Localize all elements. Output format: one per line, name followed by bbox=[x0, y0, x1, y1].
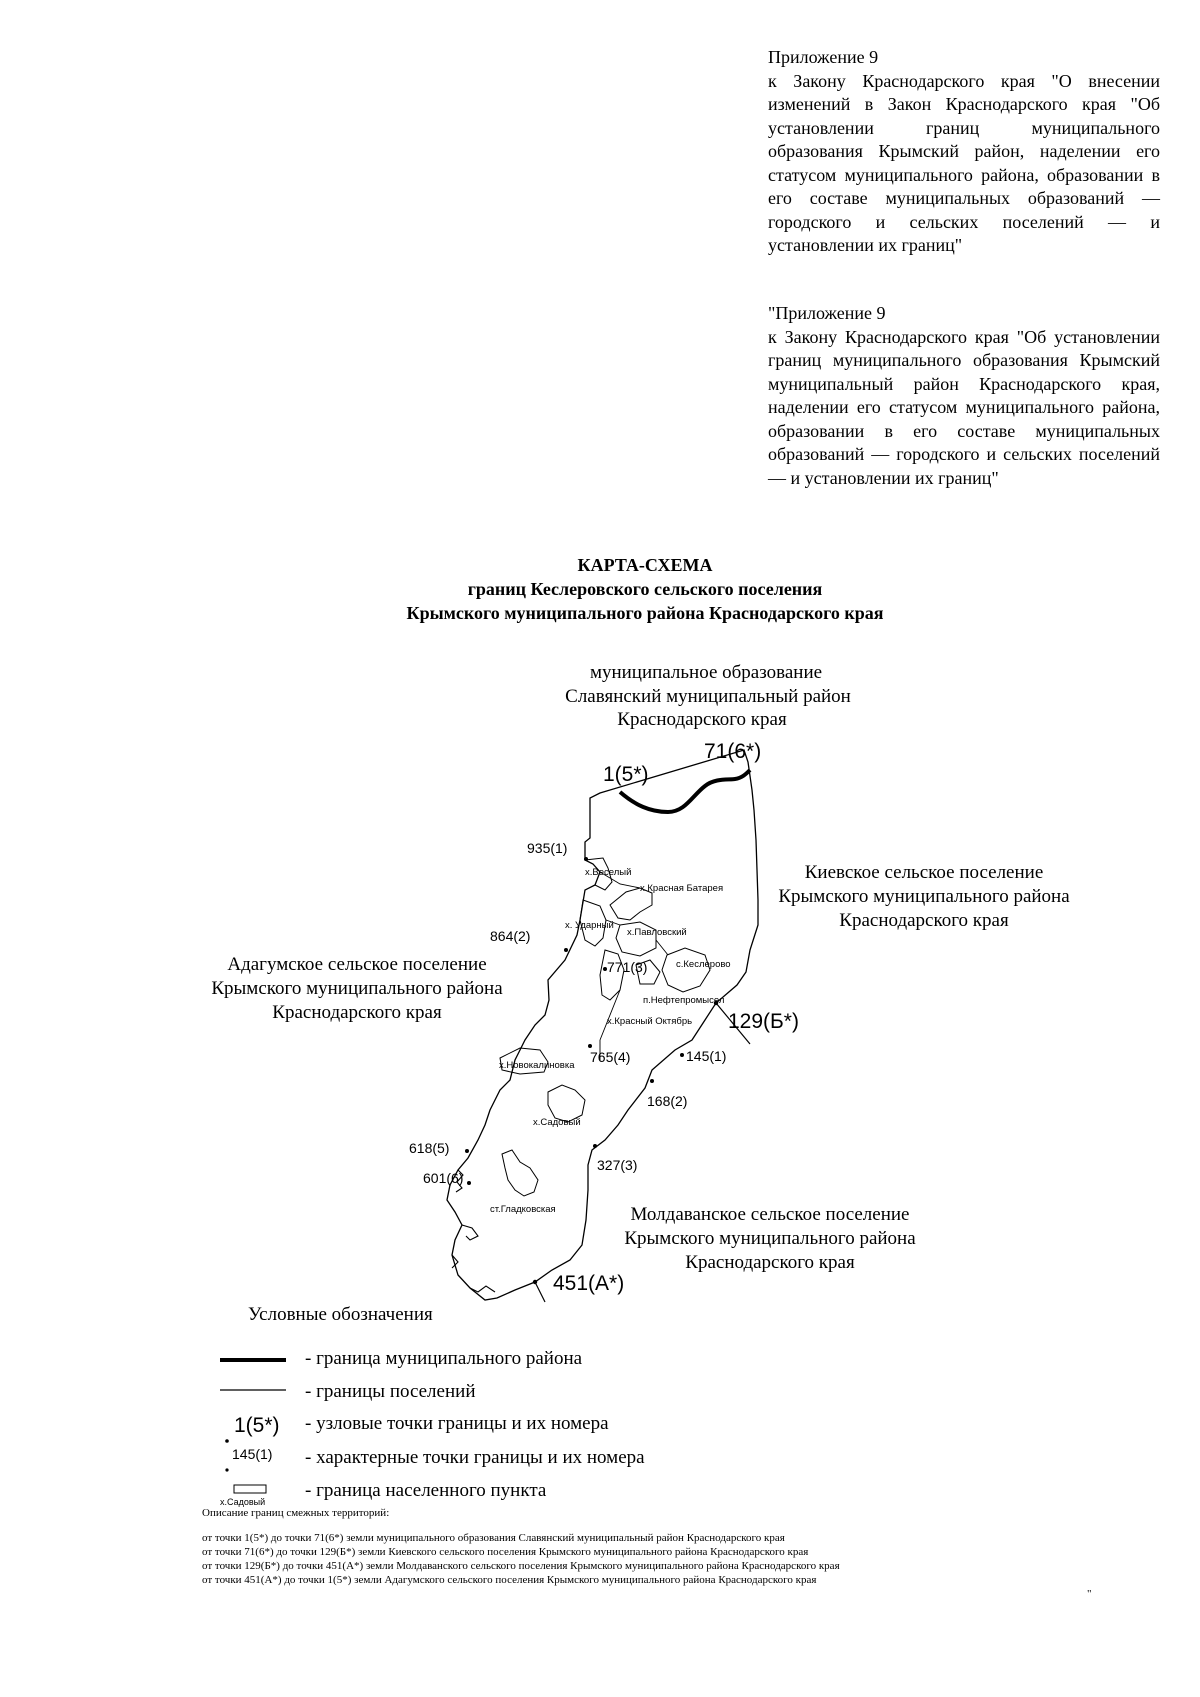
neighbor-north-line-2: Славянский муниципальный район bbox=[565, 686, 851, 707]
adjacent-territories-description bbox=[202, 1506, 1102, 1587]
neighbor-west-line-3: Краснодарского края bbox=[272, 1002, 442, 1023]
legend-text-characteristic-points: - характерные точки границы и их номера bbox=[305, 1447, 645, 1468]
legend-item-settlement-boundaries bbox=[208, 1378, 808, 1408]
boundary-krasnyi-oktyabr bbox=[600, 950, 624, 1000]
point-765-marker bbox=[588, 1044, 592, 1048]
char-point-145: 145(1) bbox=[686, 1048, 727, 1064]
legend-text-settlement-boundary: - граница населенного пункта bbox=[305, 1480, 547, 1501]
neighbor-east-line-3: Краснодарского края bbox=[839, 910, 1009, 931]
char-point-168: 168(2) bbox=[647, 1093, 688, 1109]
legend-item-characteristic-points bbox=[208, 1444, 808, 1474]
char-point-771: 771(3) bbox=[607, 959, 648, 975]
point-935-marker bbox=[584, 857, 588, 861]
legend-text-settlement-boundaries: - границы поселений bbox=[305, 1381, 476, 1402]
annex-law-reference-quoted: к Закону Краснодарского края "Об установлении границ муниципального образования Крымский муниципальный район Краснодарского края, наделении его статусом муниципального района, образовании в его составе муниципальных образований — городского и сельских поселений — и установлении их границ" bbox=[768, 326, 1160, 488]
legend-text-nodal-points: - узловые точки границы и их номера bbox=[305, 1413, 609, 1434]
map-title-line-1: КАРТА-СХЕМА bbox=[577, 555, 713, 575]
nodal-point-129: 129(Б*) bbox=[728, 1010, 799, 1033]
description-line-3: от точки 129(Б*) до точки 451(А*) земли Молдаванского сельского поселения Крымского муниципального района Краснодарского края bbox=[202, 1560, 840, 1572]
settlement-gladkovskaya: ст.Гладковская bbox=[490, 1204, 556, 1215]
nodal-point-71: 71(6*) bbox=[704, 740, 762, 763]
map-title-line-2: границ Кеслеровского сельского поселения bbox=[467, 579, 823, 599]
settlement-boundary-symbol bbox=[208, 1477, 288, 1507]
char-point-601: 601(6) bbox=[423, 1170, 464, 1186]
char-point-765: 765(4) bbox=[590, 1049, 631, 1065]
annex-law-reference: к Закону Краснодарского края "О внесении изменений в Закон Краснодарского края "Об установлении границ муниципального образования Крымский район, наделении его статусом муниципального района, образовании в его составе муниципальных образований — городского и сельских поселений — и установлении их границ" bbox=[768, 70, 1160, 255]
settlement-keslerovo: с.Кеслерово bbox=[676, 959, 731, 970]
point-601-marker bbox=[467, 1181, 471, 1185]
neighbor-north-line-1: муниципальное образование bbox=[589, 662, 823, 683]
neighbor-east-line-2: Крымского муниципального района bbox=[778, 886, 1070, 907]
description-line-4: от точки 451(А*) до точки 1(5*) земли Адагумского сельского поселения Крымского муниципального района Краснодарского края bbox=[202, 1574, 817, 1586]
legend-text-municipal-boundary: - граница муниципального района bbox=[305, 1348, 583, 1369]
point-145-marker bbox=[680, 1053, 684, 1057]
description-line-2: от точки 71(6*) до точки 129(Б*) земли Киевского сельского поселения Крымского муниципального района Краснодарского края bbox=[202, 1546, 809, 1558]
char-point-864: 864(2) bbox=[490, 928, 531, 944]
point-451-marker bbox=[533, 1280, 537, 1284]
annex-number: Приложение 9 bbox=[768, 47, 879, 67]
point-168-marker bbox=[650, 1079, 654, 1083]
settlement-krasnyi-oktyabr: х.Красный Октябрь bbox=[607, 1016, 693, 1027]
neighbor-south-line-2: Крымского муниципального района bbox=[624, 1228, 916, 1249]
neighbor-south-line-1: Молдаванское сельское поселение bbox=[630, 1204, 910, 1225]
boundary-gladkovskaya bbox=[502, 1150, 538, 1196]
char-point-618: 618(5) bbox=[409, 1140, 450, 1156]
description-line-1: от точки 1(5*) до точки 71(6*) земли муниципального образования Славянский муниципальный район Краснодарского края bbox=[202, 1532, 785, 1544]
point-618-marker bbox=[465, 1149, 469, 1153]
legend-item-municipal-boundary bbox=[208, 1345, 808, 1375]
nodal-point-1: 1(5*) bbox=[603, 763, 649, 786]
legend-title: Условные обозначения bbox=[248, 1304, 433, 1325]
neighbor-south-line-3: Краснодарского края bbox=[685, 1252, 855, 1273]
neighbor-east-line-1: Киевское сельское поселение bbox=[804, 862, 1044, 883]
thin-line-symbol bbox=[208, 1378, 288, 1408]
nodal-point-451: 451(А*) bbox=[553, 1272, 625, 1295]
legend-item-nodal-points bbox=[208, 1410, 808, 1440]
settlement-veselyi: х.Веселый bbox=[585, 867, 632, 878]
closing-quote: " bbox=[1087, 1588, 1092, 1600]
settlement-krasnaya-batareya: х.Красная Батарея bbox=[640, 883, 724, 894]
legend-item-settlement-boundary bbox=[208, 1477, 808, 1507]
thick-line-symbol bbox=[208, 1345, 288, 1375]
characteristic-point-symbol bbox=[208, 1444, 288, 1480]
point-327-marker bbox=[593, 1144, 597, 1148]
settlement-udarnyi: х. Ударный bbox=[565, 920, 614, 931]
legend-nodal-sample: 1(5*) bbox=[234, 1414, 280, 1437]
neighbor-west-line-2: Крымского муниципального района bbox=[211, 978, 503, 999]
settlement-novokalinovka: х.Новокалиновка bbox=[499, 1060, 575, 1071]
description-title: Описание границ смежных территорий: bbox=[202, 1507, 390, 1519]
annex-number-quoted: "Приложение 9 bbox=[768, 303, 886, 323]
neighbor-north-line-3: Краснодарского края bbox=[617, 709, 787, 730]
legend-settlement-sample: х.Садовый bbox=[220, 1497, 266, 1507]
map-title-line-3: Крымского муниципального района Краснодарского края bbox=[406, 603, 884, 623]
settlement-pavlovskiy: х.Павловский bbox=[627, 927, 687, 938]
settlement-neftepromysel: п.Нефтепромысел bbox=[643, 995, 725, 1006]
boundary-keslerovo bbox=[662, 948, 710, 992]
char-point-935: 935(1) bbox=[527, 840, 568, 856]
boundary-tick-451 bbox=[535, 1282, 545, 1302]
neighbor-west-line-1: Адагумское сельское поселение bbox=[227, 954, 487, 975]
western-boundary-detail bbox=[452, 1170, 495, 1292]
char-point-327: 327(3) bbox=[597, 1157, 638, 1173]
legend-characteristic-sample: 145(1) bbox=[232, 1446, 273, 1462]
settlement-sadovyi: х.Садовый bbox=[533, 1117, 581, 1128]
point-864-marker bbox=[564, 948, 568, 952]
